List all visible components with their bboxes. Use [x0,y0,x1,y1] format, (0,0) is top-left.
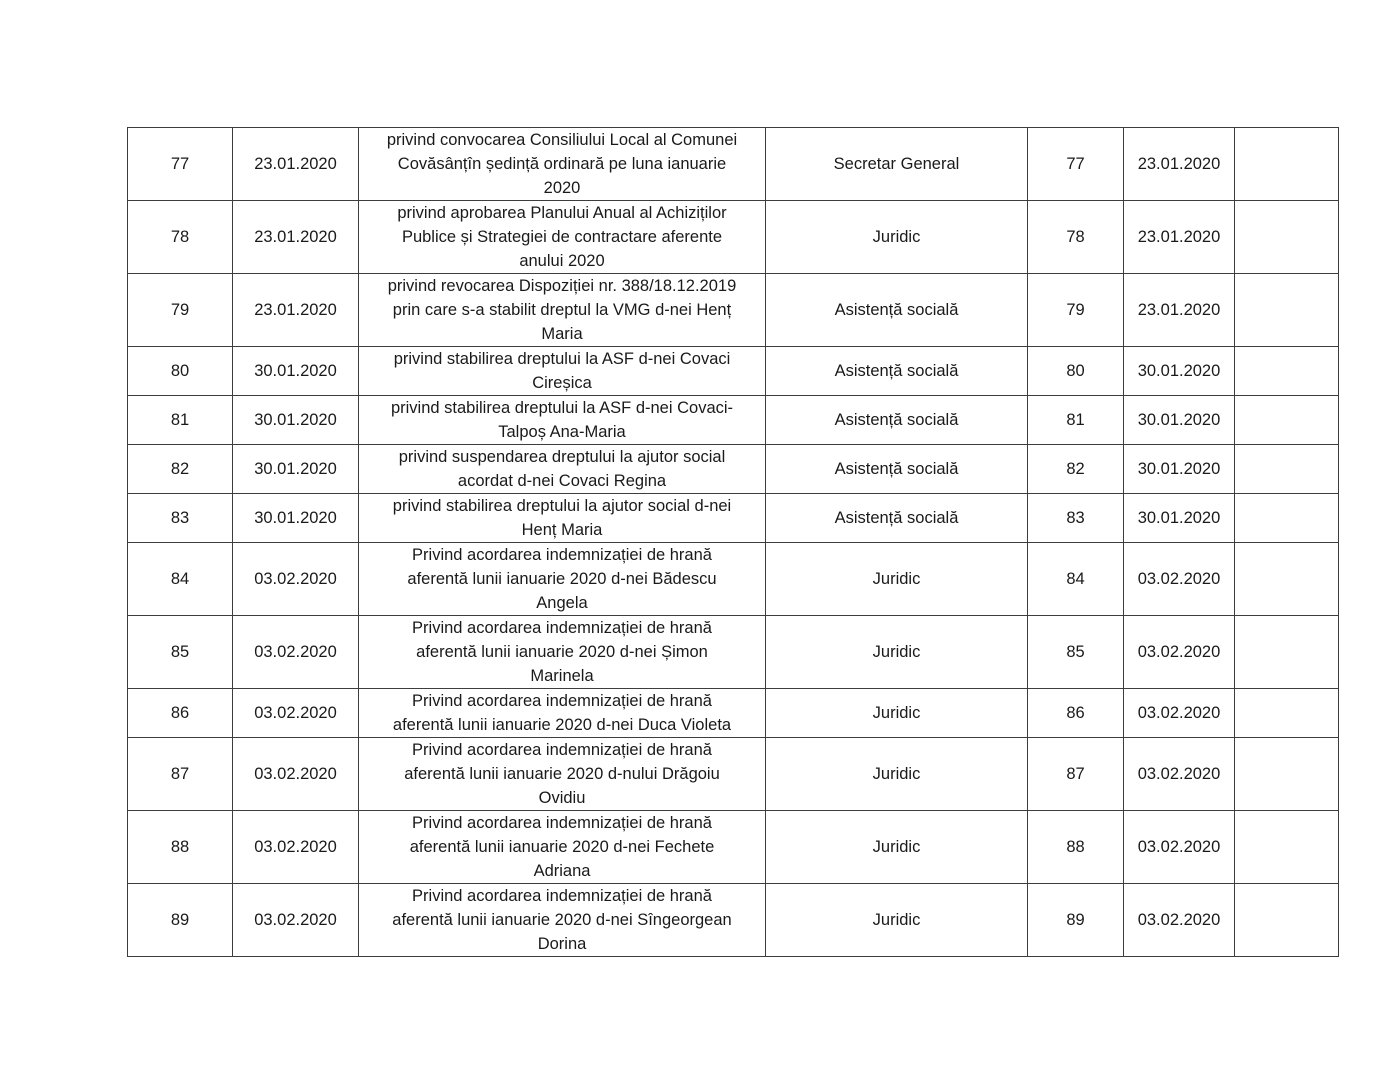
cell-nr-crt: 84 [128,543,233,616]
cell-data: 03.02.2020 [1124,616,1235,689]
cell-nr-crt: 81 [128,396,233,445]
cell-nr: 80 [1028,347,1124,396]
cell-data: 30.01.2020 [1124,347,1235,396]
cell-nr: 85 [1028,616,1124,689]
continut-line: Privind acordarea indemnizației de hrană [412,887,712,905]
cell-compartiment: Secretar General [766,128,1028,201]
continut-line: 2020 [543,179,581,197]
continut-line: aferentă lunii ianuarie 2020 d-nului Drăgoiu [404,765,720,783]
cell-data-emiterii: 03.02.2020 [233,543,359,616]
cell-compartiment: Juridic [766,689,1028,738]
continut-line: aferentă lunii ianuarie 2020 d-nei Sîngeorgean [392,911,732,929]
continut-line: Marinela [530,667,594,685]
cell-nr-crt: 79 [128,274,233,347]
cell-nr-crt: 83 [128,494,233,543]
cell-compartiment: Juridic [766,811,1028,884]
table-row [128,494,1339,543]
cell-observatii [1235,543,1339,616]
cell-nr-crt: 89 [128,884,233,957]
cell-data-emiterii: 03.02.2020 [233,811,359,884]
cell-nr-crt: 80 [128,347,233,396]
continut-line: aferentă lunii ianuarie 2020 d-nei Duca Violeta [392,716,732,734]
cell-nr: 82 [1028,445,1124,494]
cell-data: 03.02.2020 [1124,543,1235,616]
table-row [128,616,1339,689]
table-row [128,445,1339,494]
cell-data-emiterii: 03.02.2020 [233,738,359,811]
cell-nr: 89 [1028,884,1124,957]
cell-nr-crt: 88 [128,811,233,884]
cell-observatii [1235,738,1339,811]
cell-continut [359,396,766,445]
continut-line: privind revocarea Dispoziției nr. 388/18.12.2019 [387,277,737,295]
continut-line: Privind acordarea indemnizației de hrană [412,692,712,710]
cell-continut [359,347,766,396]
cell-data: 03.02.2020 [1124,689,1235,738]
continut-line: Publice și Strategiei de contractare aferente [401,228,723,246]
continut-line: aferentă lunii ianuarie 2020 d-nei Bădescu [407,570,717,588]
continut-line: Dorina [537,935,587,953]
continut-line: Henț Maria [521,521,603,539]
table-row [128,689,1339,738]
cell-data-emiterii: 03.02.2020 [233,689,359,738]
cell-compartiment: Juridic [766,201,1028,274]
continut-line: anului 2020 [519,252,605,270]
continut-line: privind suspendarea dreptului la ajutor social [398,448,726,466]
table-row [128,274,1339,347]
cell-observatii [1235,445,1339,494]
continut-line: aferentă lunii ianuarie 2020 d-nei Șimon [416,643,708,661]
cell-observatii [1235,494,1339,543]
table-row [128,396,1339,445]
cell-continut [359,274,766,347]
cell-nr: 88 [1028,811,1124,884]
continut-line: privind stabilirea dreptului la ASF d-nei Covaci- [390,399,734,417]
cell-observatii [1235,884,1339,957]
continut-line: Privind acordarea indemnizației de hrană [412,814,712,832]
cell-continut [359,445,766,494]
continut-line: Angela [536,594,588,612]
cell-data-emiterii: 30.01.2020 [233,347,359,396]
cell-observatii [1235,128,1339,201]
cell-continut [359,543,766,616]
cell-observatii [1235,396,1339,445]
cell-observatii [1235,347,1339,396]
continut-line: privind convocarea Consiliului Local al Comunei [386,131,738,149]
table-row [128,543,1339,616]
cell-data: 30.01.2020 [1124,445,1235,494]
continut-line: Maria [541,325,583,343]
cell-continut [359,201,766,274]
cell-compartiment: Asistență socială [766,494,1028,543]
continut-line: Covăsânțîn ședință ordinară pe luna ianuarie [397,155,727,173]
continut-line: Ovidiu [538,789,586,807]
table-row [128,884,1339,957]
continut-line: privind stabilirea dreptului la ajutor social d-nei [392,497,732,515]
cell-nr: 84 [1028,543,1124,616]
table-body [128,128,1339,957]
cell-compartiment: Juridic [766,738,1028,811]
continut-line: Adriana [533,862,591,880]
cell-data-emiterii: 03.02.2020 [233,616,359,689]
cell-nr-crt: 85 [128,616,233,689]
cell-compartiment: Juridic [766,543,1028,616]
cell-data-emiterii: 30.01.2020 [233,494,359,543]
continut-line: Privind acordarea indemnizației de hrană [412,619,712,637]
cell-data-emiterii: 30.01.2020 [233,396,359,445]
cell-compartiment: Asistență socială [766,445,1028,494]
cell-nr: 87 [1028,738,1124,811]
cell-nr: 81 [1028,396,1124,445]
cell-compartiment: Asistență socială [766,347,1028,396]
cell-data-emiterii: 23.01.2020 [233,128,359,201]
cell-observatii [1235,201,1339,274]
table-row [128,128,1339,201]
cell-observatii [1235,616,1339,689]
cell-observatii [1235,811,1339,884]
cell-continut [359,616,766,689]
table-row [128,347,1339,396]
continut-line: privind aprobarea Planului Anual al Achiziților [397,204,727,222]
cell-data: 30.01.2020 [1124,396,1235,445]
cell-data: 03.02.2020 [1124,884,1235,957]
cell-compartiment: Asistență socială [766,396,1028,445]
cell-continut [359,128,766,201]
cell-data: 03.02.2020 [1124,811,1235,884]
table-row [128,201,1339,274]
continut-line: Talpoș Ana-Maria [498,423,626,441]
cell-nr: 86 [1028,689,1124,738]
cell-compartiment: Juridic [766,884,1028,957]
cell-continut [359,689,766,738]
cell-nr: 78 [1028,201,1124,274]
cell-compartiment: Juridic [766,616,1028,689]
cell-nr-crt: 87 [128,738,233,811]
cell-nr-crt: 78 [128,201,233,274]
continut-line: Cireșica [532,374,592,392]
cell-data-emiterii: 23.01.2020 [233,274,359,347]
cell-nr-crt: 86 [128,689,233,738]
continut-line: privind stabilirea dreptului la ASF d-nei Covaci [393,350,731,368]
cell-data: 23.01.2020 [1124,274,1235,347]
continut-line: acordat d-nei Covaci Regina [457,472,667,490]
cell-data-emiterii: 03.02.2020 [233,884,359,957]
cell-data: 23.01.2020 [1124,128,1235,201]
continut-line: prin care s-a stabilit dreptul la VMG d-nei Henț [392,301,732,319]
cell-continut [359,884,766,957]
table-row [128,811,1339,884]
continut-line: Privind acordarea indemnizației de hrană [412,741,712,759]
cell-data: 03.02.2020 [1124,738,1235,811]
cell-nr: 79 [1028,274,1124,347]
dispositions-register-table [127,127,1339,957]
cell-data: 23.01.2020 [1124,201,1235,274]
cell-observatii [1235,274,1339,347]
cell-data-emiterii: 30.01.2020 [233,445,359,494]
cell-data-emiterii: 23.01.2020 [233,201,359,274]
cell-nr-crt: 77 [128,128,233,201]
cell-continut [359,811,766,884]
cell-continut [359,494,766,543]
cell-data: 30.01.2020 [1124,494,1235,543]
cell-nr: 77 [1028,128,1124,201]
cell-nr: 83 [1028,494,1124,543]
cell-compartiment: Asistență socială [766,274,1028,347]
continut-line: Privind acordarea indemnizației de hrană [412,546,712,564]
table-row [128,738,1339,811]
cell-observatii [1235,689,1339,738]
cell-continut [359,738,766,811]
continut-line: aferentă lunii ianuarie 2020 d-nei Fechete [409,838,715,856]
cell-nr-crt: 82 [128,445,233,494]
